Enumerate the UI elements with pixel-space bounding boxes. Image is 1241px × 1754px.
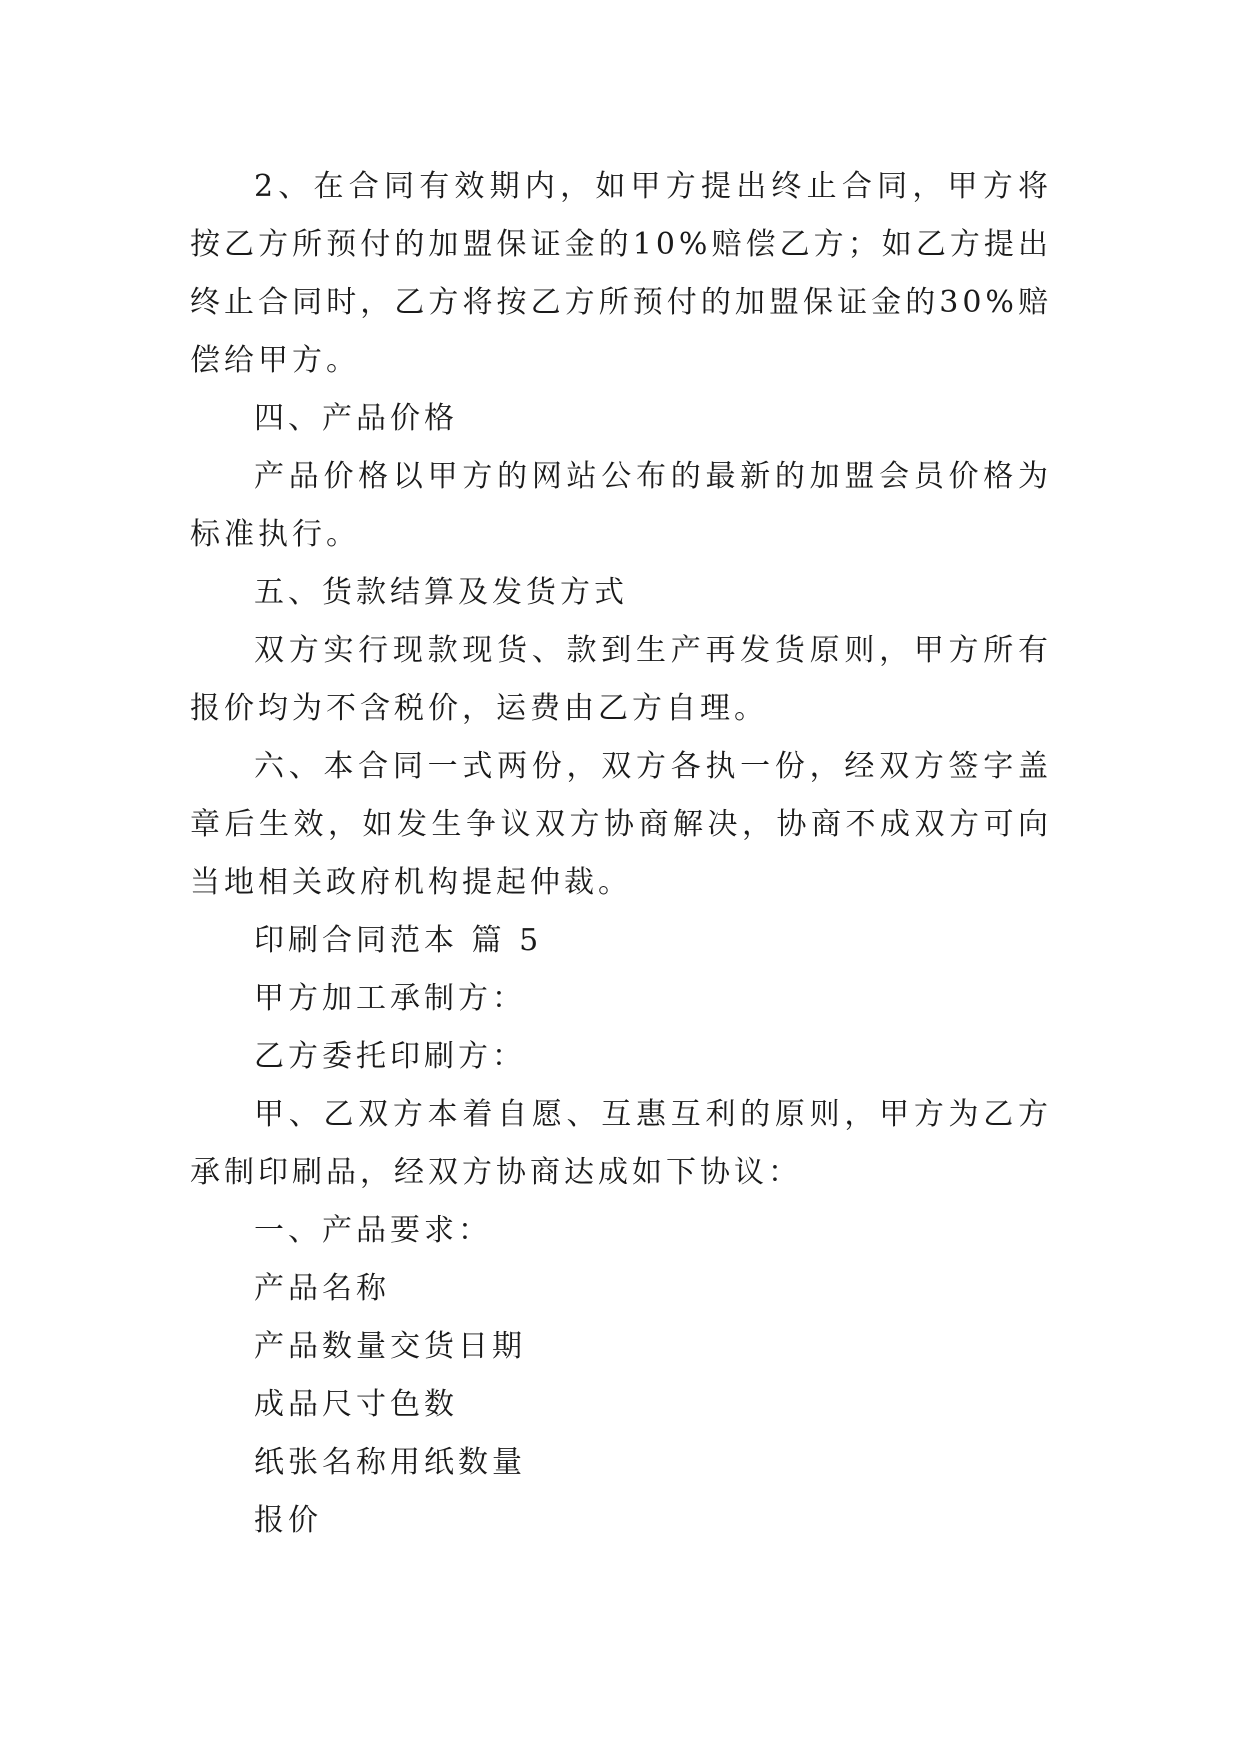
party-a-line: 甲方加工承制方： <box>254 981 526 1016</box>
paragraph-contract-copies: 六、本合同一式两份，双方各执一份，经双方签字盖章后生效，如发生争议双方协商解决，协商不成双方可向当地相关政府机构提起仲裁。 <box>190 749 1052 900</box>
section-title-template-5: 印刷合同范本 篇 5 <box>254 923 543 958</box>
heading-product-requirements: 一、产品要求： <box>254 1213 492 1248</box>
paragraph-product-price: 产品价格以甲方的网站公布的最新的加盟会员价格为标准执行。 <box>190 459 1052 552</box>
document-body <box>190 158 1052 1550</box>
heading-product-price: 四、产品价格 <box>254 401 458 436</box>
field-quote: 报价 <box>254 1503 322 1538</box>
heading-payment-shipping: 五、货款结算及发货方式 <box>254 575 628 610</box>
field-paper-name-quantity: 纸张名称用纸数量 <box>254 1445 526 1480</box>
party-b-line: 乙方委托印刷方： <box>254 1039 526 1074</box>
field-product-name: 产品名称 <box>254 1271 390 1306</box>
paragraph-termination-clause: 2、在合同有效期内，如甲方提出终止合同，甲方将按乙方所预付的加盟保证金的10%赔偿乙方；如乙方提出终止合同时，乙方将按乙方所预付的加盟保证金的30%赔偿给甲方。 <box>190 169 1052 378</box>
field-size-colors: 成品尺寸色数 <box>254 1387 458 1422</box>
paragraph-payment-shipping: 双方实行现款现货、款到生产再发货原则，甲方所有报价均为不含税价，运费由乙方自理。 <box>190 633 1052 726</box>
field-quantity-delivery-date: 产品数量交货日期 <box>254 1329 526 1364</box>
paragraph-agreement-intro: 甲、乙双方本着自愿、互惠互利的原则，甲方为乙方承制印刷品，经双方协商达成如下协议： <box>190 1097 1052 1190</box>
